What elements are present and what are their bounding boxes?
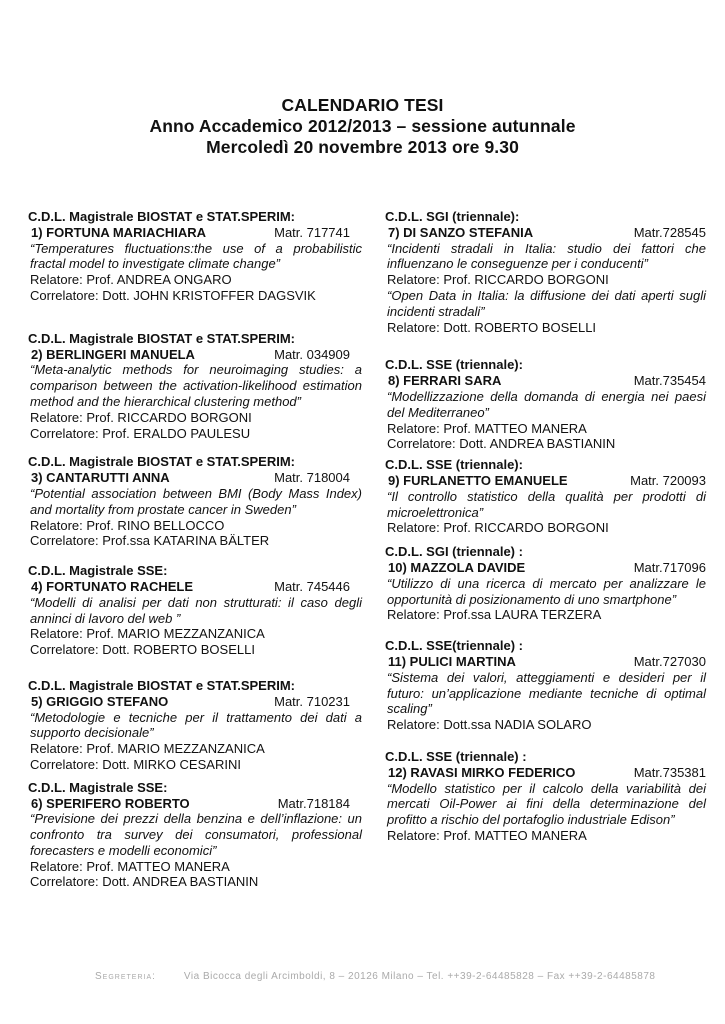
thesis-entry — [385, 544, 706, 623]
thesis-title: “Sistema dei valori, atteggiamenti e desideri per il futuro: un’applicazione mediante tecniche di optimal scaling” — [387, 669, 706, 717]
footer-label: Segreteria: — [95, 971, 156, 982]
student-line — [385, 225, 706, 241]
student-name: 12) RAVASI MIRKO FEDERICO — [388, 764, 576, 780]
footer-address: Via Bicocca degli Arcimboldi, 8 – 20126 Milano – Tel. ++39-2-64485828 – Fax ++39-2-64485878 — [183, 971, 656, 982]
thesis-title: “Il controllo statistico della qualità per prodotti di microelettronica” — [387, 488, 706, 520]
student-line — [385, 654, 706, 670]
degree-header: C.D.L. SSE (triennale) : — [385, 748, 527, 764]
thesis-entry — [385, 638, 706, 733]
detail-line: Relatore: Prof. MATTEO MANERA — [387, 420, 587, 436]
student-line — [28, 694, 362, 710]
degree-header: C.D.L. Magistrale BIOSTAT e STAT.SPERIM: — [28, 454, 296, 470]
student-line — [385, 560, 706, 576]
detail-line: Relatore: Prof. RINO BELLOCCO — [30, 517, 225, 533]
student-line — [28, 796, 362, 812]
title-line-2: Anno Accademico 2012/2013 – sessione autunnale — [149, 116, 576, 136]
detail-line: Relatore: Prof. ANDREA ONGARO — [30, 272, 232, 288]
detail-line: Relatore: Prof.ssa LAURA TERZERA — [387, 607, 602, 623]
thesis-title: “Metodologie e tecniche per il trattamento dei dati a supporto decisionale” — [30, 709, 362, 741]
degree-header: C.D.L. SSE (triennale): — [385, 357, 523, 373]
matricola-number: Matr.727030 — [633, 653, 706, 669]
degree-header: C.D.L. SGI (triennale) : — [385, 544, 523, 560]
detail-line: Correlatore: Prof.ssa KATARINA BÄLTER — [30, 533, 270, 549]
matricola-number: Matr. 718004 — [274, 470, 350, 486]
degree-header: C.D.L. Magistrale BIOSTAT e STAT.SPERIM: — [28, 330, 296, 346]
thesis-title: “Modellizzazione della domanda di energia nei paesi del Mediterraneo” — [387, 388, 706, 420]
detail-line: Correlatore: Dott. ANDREA BASTIANIN — [387, 436, 616, 452]
student-name: 9) FURLANETTO EMANUELE — [388, 472, 568, 488]
matricola-number: Matr. 717741 — [274, 224, 350, 240]
thesis-title: “Meta-analytic methods for neuroimaging studies: a comparison between the activation-likelihood estimation method and the hierarchical clustering method” — [30, 362, 362, 409]
thesis-entry — [385, 209, 706, 335]
student-name: 8) FERRARI SARA — [388, 373, 502, 389]
student-line — [28, 225, 362, 241]
thesis-entry — [385, 357, 706, 452]
entry-body — [385, 241, 706, 336]
detail-line: Relatore: Prof. MARIO MEZZANZANICA — [30, 741, 265, 757]
student-name: 7) DI SANZO STEFANIA — [388, 224, 534, 240]
column-left — [28, 209, 362, 914]
student-name: 1) FORTUNA MARIACHIARA — [31, 224, 207, 240]
matricola-number: Matr. 720093 — [630, 472, 706, 488]
detail-line: Correlatore: Dott. MIRKO CESARINI — [30, 756, 241, 772]
degree-header: C.D.L. SSE(triennale) : — [385, 638, 523, 654]
thesis-title: “Incidenti stradali in Italia: studio dei fattori che influenzano le conseguenze per i conducenti” — [387, 240, 706, 272]
thesis-title: “Modelli di analisi per dati non strutturati: il caso degli anninci di lavoro del web ” — [30, 594, 362, 626]
entries-area — [28, 209, 706, 914]
student-line — [385, 473, 706, 489]
detail-line: Relatore: Prof. MATTEO MANERA — [30, 858, 230, 874]
student-line — [385, 373, 706, 389]
degree-header: C.D.L. Magistrale BIOSTAT e STAT.SPERIM: — [28, 209, 296, 224]
detail-line: Relatore: Prof. RICCARDO BORGONI — [387, 520, 609, 536]
thesis-entry — [28, 454, 362, 549]
matricola-number: Matr.735381 — [633, 764, 706, 780]
thesis-entry — [28, 331, 362, 442]
entry-body — [385, 781, 706, 844]
thesis-entry — [28, 780, 362, 891]
entry-body — [28, 362, 362, 441]
entry-body — [385, 489, 706, 536]
student-name: 10) MAZZOLA DAVIDE — [388, 559, 526, 575]
thesis-entry — [28, 209, 362, 304]
student-name: 11) PULICI MARTINA — [388, 653, 516, 669]
student-line — [385, 765, 706, 781]
thesis-entry — [385, 457, 706, 536]
entry-body — [28, 811, 362, 890]
student-name: 4) FORTUNATO RACHELE — [31, 578, 194, 594]
student-name: 5) GRIGGIO STEFANO — [31, 693, 169, 709]
detail-line: Correlatore: Dott. JOHN KRISTOFFER DAGSVIK — [30, 287, 316, 303]
thesis-title: “Previsione dei prezzi della benzina e dell’inflazione: un confronto tra survey dei consumatori, professional forecasters e modelli economici” — [30, 811, 362, 858]
detail-line: Relatore: Dott. ROBERTO BOSELLI — [387, 319, 597, 335]
matricola-number: Matr.728545 — [633, 224, 706, 240]
detail-line: Relatore: Dott.ssa NADIA SOLARO — [387, 717, 592, 733]
matricola-number: Matr. 034909 — [274, 346, 350, 362]
thesis-title: “Open Data in Italia: la diffusione dei dati aperti sugli incidenti stradali” — [387, 287, 706, 319]
detail-line: Correlatore: Dott. ANDREA BASTIANIN — [30, 874, 259, 890]
matricola-number: Matr.718184 — [277, 795, 350, 811]
student-name: 6) SPERIFERO ROBERTO — [31, 795, 190, 811]
detail-line: Relatore: Prof. RICCARDO BORGONI — [387, 272, 609, 288]
student-line — [28, 347, 362, 363]
degree-header: C.D.L. Magistrale SSE: — [28, 563, 168, 579]
thesis-entry — [28, 678, 362, 773]
degree-header: C.D.L. SSE (triennale): — [385, 457, 523, 473]
entry-body — [28, 486, 362, 549]
thesis-title: “Modello statistico per il calcolo della variabilità dei mercati Oil-Power ai fini della determinazione del profitto a rischio del portafoglio industriale Edison” — [387, 780, 706, 828]
entry-body — [385, 576, 706, 623]
entry-body — [385, 389, 706, 452]
entry-body — [28, 595, 362, 658]
thesis-title: “Utilizzo di una ricerca di mercato per analizzare le opportunità di posizionamento di uno smartphone” — [387, 575, 706, 607]
matricola-number: Matr. 710231 — [274, 693, 350, 709]
entry-body — [28, 710, 362, 773]
title-line-1: CALENDARIO TESI — [281, 95, 444, 115]
column-right — [385, 209, 706, 914]
thesis-title: “Temperatures fluctuations:the use of a probabilistic fractal model to investigate climate change” — [30, 240, 362, 272]
footer — [95, 971, 655, 982]
student-line — [28, 470, 362, 486]
degree-header: C.D.L. Magistrale BIOSTAT e STAT.SPERIM: — [28, 677, 296, 693]
thesis-entry — [28, 563, 362, 658]
detail-line: Relatore: Prof. MARIO MEZZANZANICA — [30, 626, 265, 642]
entry-body — [385, 670, 706, 733]
thesis-title: “Potential association between BMI (Body Mass Index) and mortality from prostate cancer in Sweden” — [30, 485, 362, 517]
matricola-number: Matr.717096 — [633, 559, 706, 575]
detail-line: Relatore: Prof. RICCARDO BORGONI — [30, 409, 252, 425]
matricola-number: Matr. 745446 — [274, 578, 350, 594]
entry-body — [28, 241, 362, 304]
detail-line: Relatore: Prof. MATTEO MANERA — [387, 827, 587, 843]
student-name: 2) BERLINGERI MANUELA — [31, 346, 195, 362]
detail-line: Correlatore: Dott. ROBERTO BOSELLI — [30, 642, 255, 658]
degree-header: C.D.L. Magistrale SSE: — [28, 779, 168, 795]
student-line — [28, 579, 362, 595]
title-line-3: Mercoledì 20 novembre 2013 ore 9.30 — [206, 137, 519, 157]
student-name: 3) CANTARUTTI ANNA — [31, 470, 170, 486]
thesis-entry — [385, 749, 706, 844]
matricola-number: Matr.735454 — [633, 373, 706, 389]
document-title — [0, 95, 725, 158]
detail-line: Correlatore: Prof. ERALDO PAULESU — [30, 425, 251, 441]
degree-header: C.D.L. SGI (triennale): — [385, 209, 520, 224]
